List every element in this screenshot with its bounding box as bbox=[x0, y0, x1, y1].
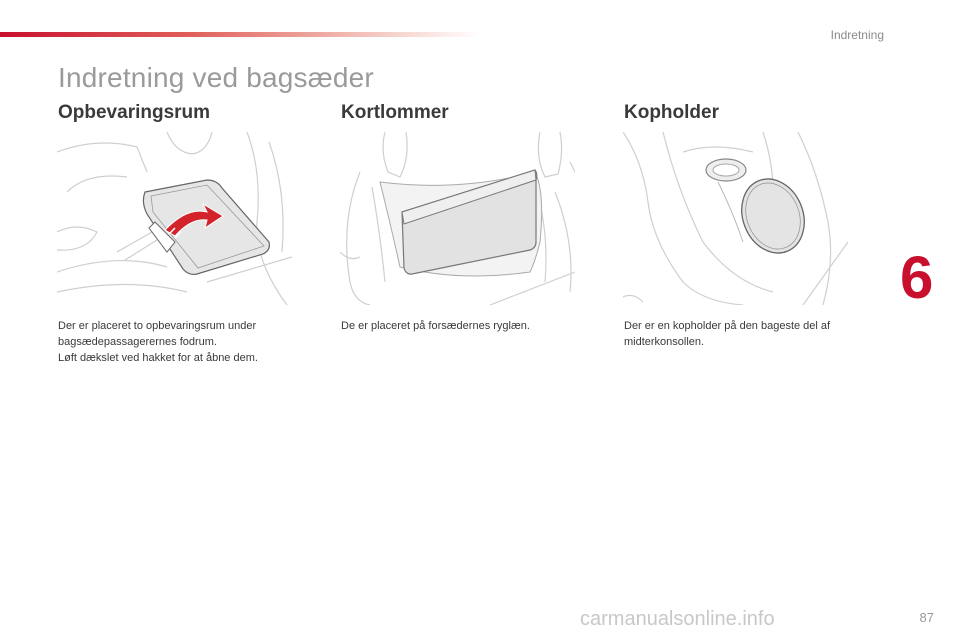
cup-holder-heading: Kopholder bbox=[624, 102, 719, 123]
cup-holder bbox=[706, 159, 815, 262]
section-label: Indretning bbox=[830, 28, 884, 42]
map-pocket-illustration bbox=[340, 132, 575, 305]
cup-holder-drawing bbox=[623, 132, 858, 305]
header-accent-bar bbox=[0, 32, 480, 37]
storage-compartment-drawing bbox=[57, 132, 292, 305]
cup-holder-illustration bbox=[623, 132, 858, 305]
map-pocket-description bbox=[341, 318, 581, 334]
cup-holder-description bbox=[624, 318, 864, 350]
storage-description-line-2: Løft dækslet ved hakket for at åbne dem. bbox=[58, 352, 258, 364]
watermark: carmanualsonline.info bbox=[580, 608, 775, 630]
page-title: Indretning ved bagsæder bbox=[58, 62, 374, 93]
cup-holder-description-line-1: Der er en kopholder på den bageste del af midterkonsollen. bbox=[624, 320, 831, 348]
storage-description bbox=[58, 318, 298, 366]
storage-heading: Opbevaringsrum bbox=[58, 102, 211, 123]
page-number: 87 bbox=[919, 610, 934, 625]
storage-description-line-1: Der er placeret to opbevaringsrum under bagsædepassagerernes fodrum. bbox=[58, 320, 257, 348]
storage-compartment-illustration bbox=[57, 132, 292, 305]
map-pocket-heading: Kortlommer bbox=[341, 102, 449, 123]
chapter-number: 6 bbox=[900, 244, 934, 311]
map-pocket-drawing bbox=[340, 132, 575, 305]
map-pocket-description-line-1: De er placeret på forsædernes ryglæn. bbox=[341, 320, 530, 332]
